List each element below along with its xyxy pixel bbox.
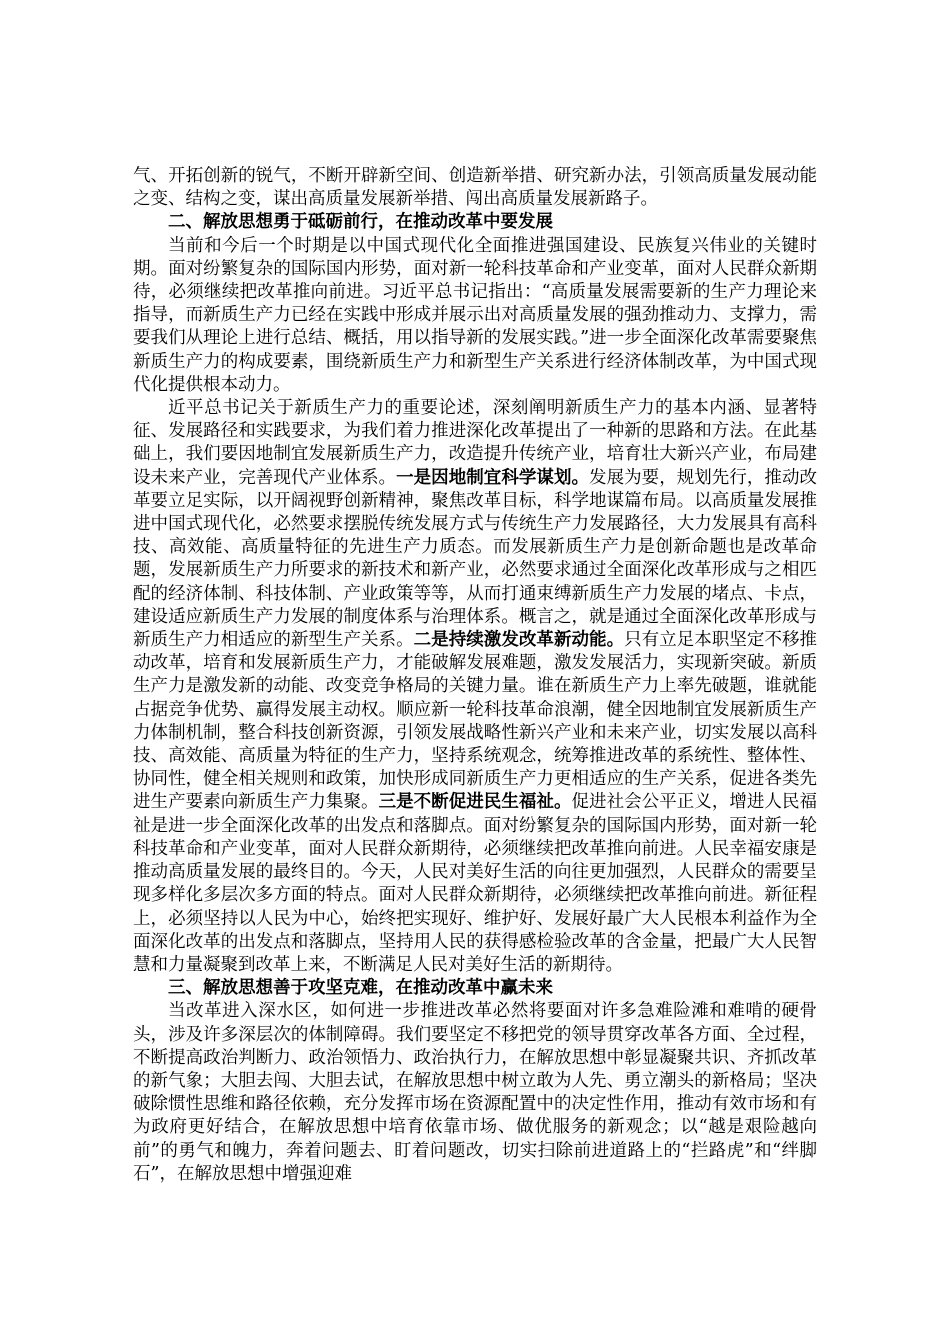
bold-point-3: 三是不断促进民生福祉。 <box>378 792 572 813</box>
paragraph-2-text-e: 促进社会公平正义，增进人民福祉是进一步全面深化改革的出发点和落脚点。面对纷繁复杂的国际国内形势，面对新一轮科技革命和产业变革，面对人民群众新期待，必须继续把改革推向前进。人民幸福安康是推动高质量发展的最终目的。今天，人民对美好生活的向往更加强烈，人民群众的需要呈现多样化多层次多方面的特点。面对人民群众新期待，必须继续把改革推向前进。新征程上，必须坚持以人民为中心，始终把实现好、维护好、发展好最广大人民根本利益作为全面深化改革的出发点和落脚点，坚持用人民的获得感检验改革的含金量，把最广大人民智慧和力量凝聚到改革上来，不断满足人民对美好生活的新期待。 <box>133 792 818 975</box>
section-heading-3: 三、解放思想善于攻坚克难，在推动改革中赢未来 <box>168 978 553 999</box>
section-heading-2: 二、解放思想勇于砥砺前行，在推动改革中要发展 <box>168 212 553 233</box>
paragraph-2-text-c: 发展为要，规划先行，推动改革要立足实际，以开阔视野创新精神，聚焦改革目标，科学地谋篇布局。以高质量发展推进中国式现代化，必然要求摆脱传统发展方式与传统生产力发展路径，大力发展具有高科技、高效能、高质量特征的先进生产力质态。而发展新质生产力是创新命题也是改革命题，发展新质生产力所要求的新技术和新产业，必然要求通过全面深化改革形成与之相匹配的经济体制、科技体制、产业政策等等，从而打通束缚新质生产力发展的堵点、卡点，建设适应新质生产力发展的制度体系与治理体系。概言之，就是通过全面深化改革形成与新质生产力相适应的新型生产关系。 <box>133 467 818 651</box>
paragraph-2-text-a: 近平总书记关于新质生产力的重要论述，深刻阐明新质生产力的基本内涵、显著特征、发展路径和实践要求，为我们着力推进深化改革提出了一种新的思路和方法。在此基础上，我们要因地制宜发展新质生产力，改造提升传统产业，培育壮大新兴产业，布局建设未来产业，完善现代产业体系。 <box>133 398 817 488</box>
paragraph-3: 当改革进入深水区，如何进一步推进改革必然将要面对许多急难险滩和难啃的硬骨头，涉及许多深层次的体制障碍。我们要坚定不移把党的领导贯穿改革各方面、全过程，不断提高政治判断力、政治领悟力、政治执行力，在解放思想中彰显凝聚共识、齐抓改革的新气象；大胆去闯、大胆去试，在解放思想中树立敢为人先、勇立潮头的新格局；坚决破除惯性思维和路径依赖，充分发挥市场在资源配置中的决定性作用，推动有效市场和有为政府更好结合，在解放思想中培育依靠市场、做优服务的新观念；以“越是艰险越向前”的勇气和魄力，奔着问题去、盯着问题改，切实扫除前进道路上的“拦路虎”和“绊脚石”，在解放思想中增强迎难 <box>133 1001 817 1184</box>
paragraph-2-text-d: 只有立足本职坚定不移推动改革，培育和发展新质生产力，才能破解发展难题，激发发展活力，实现新突破。新质生产力是激发新的动能、改变竞争格局的关键力量。谁在新质生产力上率先破题，谁就能占据竞争优势、赢得发展主动权。顺应新一轮科技革命浪潮，健全因地制宜发展新质生产力体制机制，整合科技创新资源，引领发展战略性新兴产业和未来产业，切实发展以高科技、高效能、高质量为特征的生产力，坚持系统观念，统筹推进改革的系统性、整体性、协同性，健全相关规则和政策，加快形成同新质生产力更相适应的生产关系，促进各类先进生产要素向新质生产力集聚。 <box>133 630 818 813</box>
paragraph-1: 当前和今后一个时期是以中国式现代化全面推进强国建设、民族复兴伟业的关键时期。面对纷繁复杂的国际国内形势，面对新一轮科技革命和产业变革，面对人民群众新期待，必须继续把改革推向前进。习近平总书记指出：“高质量发展需要新的生产力理论来指导，而新质生产力已经在实践中形成并展示出对高质量发展的强劲推动力、支撑力，需要我们从理论上进行总结、概括，用以指导新的发展实践。”进一步全面深化改革需要聚焦新质生产力的构成要素，围绕新质生产力和新型生产关系进行经济体制改革，为中国式现代化提供根本动力。 <box>133 235 817 395</box>
bold-point-1: 一是因地制宜科学谋划。 <box>396 467 590 488</box>
paragraph-continued: 气、开拓创新的锐气，不断开辟新空间、创造新举措、研究新办法，引领高质量发展动能之变、结构之变，谋出高质量发展新举措、闯出高质量发展新路子。 <box>133 166 817 210</box>
bold-point-2: 二是持续激发改革新动能。 <box>413 630 625 651</box>
document-page <box>133 165 817 1186</box>
paragraph-2 <box>133 397 817 977</box>
